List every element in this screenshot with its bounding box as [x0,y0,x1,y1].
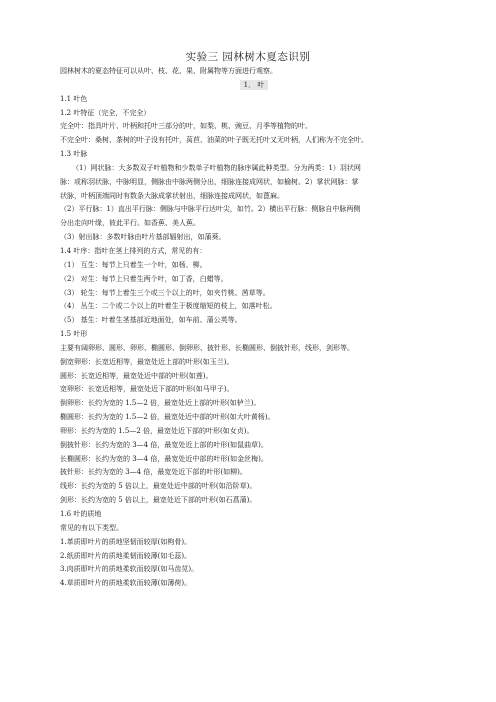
text-line-content: （3）射出脉：多数叶脉由叶片基部辐射出，如蒲葵。 [60,233,226,242]
text-line-content: 1.4 叶序：指叶在茎上排列的方式，常见的有： [60,246,207,255]
text-line-content: 1． 叶 [240,80,269,90]
text-line-content: 园林树木的夏态特征可以从叶、枝、花、果、附属物等方面进行观察。 [60,67,277,75]
text-line-content: 卵形：长约为宽的 1.5—2 倍，最宽处近下部的叶形(如女贞)。 [60,426,254,435]
text-line [60,246,448,260]
text-line [60,232,448,246]
text-line [60,537,448,551]
document-title: 实验三 园林树木夏态识别 [185,51,311,63]
text-line [60,191,448,205]
text-line-content: 圆形：长宽近相等，最宽处近中部的叶形(如莲)。 [60,371,213,380]
text-line [60,66,448,80]
text-line-content: 1.3 叶脉 [60,150,88,159]
text-line [60,523,448,537]
text-line-content: 状脉，叶柄顶端同时有数条大脉成掌状射出，细脉连接成网状，如蓖麻。 [60,191,284,200]
text-line [60,426,448,440]
text-line-content: 披针形：长约为宽的 3—4 倍，最宽处近下部的叶形(如柳)。 [60,468,247,477]
text-line [60,177,448,191]
text-line [60,121,448,135]
text-line [60,398,448,412]
text-line [60,301,448,315]
text-line-content: 椭圆形：长约为宽的 1.5—2 倍，最宽处近中部的叶形(如大叶黄杨)。 [60,413,275,422]
text-line-content: 长椭圆形：长约为宽的 3—4 倍，最宽处近中部的叶形(如金丝梅)。 [60,454,268,463]
text-line-content: 线形：长约为宽的 5 倍以上，最宽处近中部的叶形(如沿阶草)。 [60,482,257,491]
text-line-content: 1.1 叶色 [60,94,88,103]
text-line-content: （2） 对生：每节上只着生两个叶，如丁香，白蜡等。 [60,274,228,283]
text-line-content: 剑形：长约为宽的 5 倍以上，最宽处近下部的叶形(如石菖蒲)。 [60,496,257,505]
text-line [60,551,448,565]
text-line [60,578,448,592]
text-line [60,108,448,122]
text-line [60,94,448,108]
text-line [60,204,448,218]
text-line-content: 常见的有以下类型。 [60,523,123,532]
text-line [60,329,448,343]
text-line [60,495,448,509]
text-line [60,218,448,232]
text-line-content: （3） 轮生：每节上着生三个或三个以上的叶，如夹竹桃、茜草等。 [60,288,270,297]
text-line-content: 宽卵形：长宽近相等，最宽处近下部的叶形(如马甲子)。 [60,385,234,394]
text-line [60,163,448,177]
text-line [60,467,448,481]
text-line-content: 1.5 叶形 [60,330,88,339]
text-line [60,288,448,302]
text-line [60,564,448,578]
text-line [60,343,448,357]
text-line-content: （4） 丛生：二个或二个以上的叶着生于极度缩短的枝上，如落叶松。 [60,302,277,311]
text-line [60,149,448,163]
text-line [60,440,448,454]
text-line [60,135,448,149]
section-heading [60,80,448,94]
text-line [60,384,448,398]
text-line-content: （1）网状脉：大多数双子叶植物和少数单子叶植物的脉序属此种类型。分为两类：1）羽状网 [72,163,361,172]
text-line-content: 4.草质即叶片的质地柔软而较薄(如薄荷)。 [60,579,192,588]
text-line-content: 1.6 叶的质地 [60,510,102,518]
text-line-content: 主要有阔卵形、圆形、卵形、椭圆形、倒卵形、披针形、长椭圆形、倒披针形，线形，剑形等。 [60,343,354,352]
text-line-content: 倒披针形：长约为宽的 3—4 倍，最宽处近上部的叶形(如鼠曲草)。 [60,440,268,449]
text-line-content: 3.肉质即叶片的质地柔软而较厚(如马齿苋)。 [60,565,199,574]
text-line [60,371,448,385]
text-line [60,454,448,468]
text-line-content: 2.纸质即叶片的质地柔韧而较薄(如毛蕊)。 [60,551,192,560]
text-line-content: （5） 基生：叶着生茎基部近地面处，如车前、蒲公英等。 [60,316,242,325]
text-line-content: （2）平行脉：1）直出平行脉：侧脉与中脉平行达叶尖，如竹。2）横出平行脉：侧脉自中脉两侧 [60,205,361,214]
text-line-content: 完全叶：指具叶片、叶柄和托叶三部分的叶，如梨、桃、豌豆、月季等植物的叶。 [60,122,312,131]
text-line [60,357,448,371]
text-line [60,509,448,523]
text-line-content: 倒宽卵形：长宽近相等，最宽处近上部的叶形(如玉兰)。 [60,357,234,366]
text-line [60,260,448,274]
text-line-content: 1.2 叶特征（完全，不完全） [60,108,151,117]
text-line [60,412,448,426]
text-line-content: 1.革质即叶片的质地坚韧而较厚(如枸骨)。 [60,537,192,546]
text-line-content: 不完全叶：桑树、茶树的叶子没有托叶，莴苣、油菜的叶子既无托叶又无叶柄，人们称为不完全叶。 [60,136,368,145]
text-line-content: （1） 互生：每节上只着生一个叶，如杨、柳。 [60,260,207,269]
text-line [60,274,448,288]
text-line-content: 倒卵形：长约为宽的 1.5—2 倍，最宽处近上部的叶形(如栌兰)。 [60,399,261,408]
text-line [60,315,448,329]
text-line-content: 脉：或称羽状脉，中脉明显，侧脉由中脉两侧分出，细脉连接成网状，如榆树。2）掌状网脉：掌 [60,177,359,186]
text-line-content: 分出走向叶缘，彼此平行。如香蕉、美人蕉。 [60,219,200,228]
document-body [60,66,448,592]
text-line [60,481,448,495]
